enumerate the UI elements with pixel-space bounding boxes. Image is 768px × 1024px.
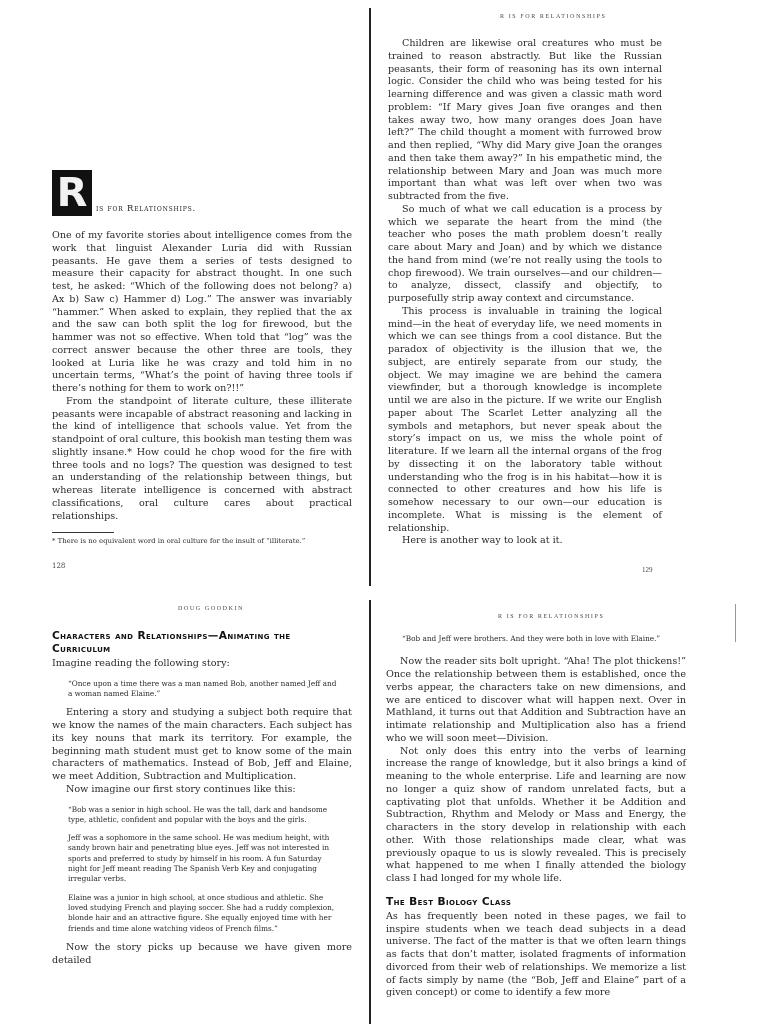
paragraph: Entering a story and studying a subject both require that we know the names of the main characters. Each subject has its key nouns that mark its territory. For example, the beginning math student must get to know some of the main characters of mathematics. Instead of Bob, Jeff and Elaine, we meet Addition, Subtraction and Multiplication. [52,707,352,783]
section-heading: The Best Biology Class [386,895,512,908]
page-number: 129 [642,566,653,574]
paragraph: From the standpoint of literate culture, these illiterate peasants were incapable of abstract reasoning and lacking in the kind of intelligence that schools value. Yet from the standpoint of oral culture, this bookish man testing them was slightly insane.* How could he chop wood for the fire with three tools and no logs? The question was designed to test an understanding of the relationship between things, but whereas literate intelligence is concerned with abstract classifications, oral culture cares about practical relationships. [52,395,352,522]
dropcap-r [52,170,92,216]
page-130 [52,630,352,1024]
block-quote: “Bob and Jeff were brothers. And they were both in love with Elaine.” [402,634,661,643]
paragraph: Now the reader sits bolt upright. “Aha! The plot thickens!” Once the relationship between them is established, once the verbs appear, the characters take on new dimensions, and we are enticed to discover what will happen next. Over in Mathland, it turns out that Addition and Subtraction have an intimate relationship and Multiplication also has a friend who we will soon meet—Division. [386,656,687,744]
paragraph: Children are likewise oral creatures who must be trained to reason abstractly. But like the Russian peasants, their form of reasoning has its own internal logic. Consider the child who was being tested for his learning difference and was given a classic math word problem: “If Mary gives Joan five oranges and then takes away two, how many oranges does Joan have left?” The child thought a moment with furrowed brow and then replied, “Why did Mary give Joan the oranges and then take them away?” In his empathetic mind, the relationship between Mary and Joan was much more important than what was left over when two was subtracted from the five. [388,38,662,202]
page-128 [52,170,352,586]
footnote-rule [52,532,114,533]
paragraph: Now the story picks up because we have given more detailed [52,941,352,966]
block-quote: “Once upon a time there was a man named Bob, another named Jeff and a woman named Elaine.” [68,678,337,699]
block-quote: Elaine was a junior in high school, at once studious and athletic. She loved studying French and playing soccer. She had a ruddy complexion, blonde hair and an attractive figure. She equally enjoyed time with her friends and time alone watching videos of French films.” [68,892,335,933]
section-heading: Characters and Relationships—Animating the Curriculum [52,630,291,655]
gutter-line-bottom [369,600,371,1024]
paragraph: Not only does this entry into the verbs of learning increase the range of knowledge, but it also brings a kind of meaning to the whole enterprise. Life and learning are now no longer a quiz show of random unrelated facts, but a captivating plot that unfolds. Whether it be Addition and Subtraction, Rhythm and Melody or Mass and Energy, the characters in the story develop in relationship with each other. With those relationships made clear, what was previously opaque to us is slowly revealed. This is precisely what happened to me when I finally attended the biology class I had longed for my whole life. [386,745,686,885]
running-head: R IS FOR RELATIONSHIPS [498,614,605,620]
page-131 [386,634,686,1024]
dropcap-block [52,170,352,232]
paragraph: As has frequently been noted in these pages, we fail to inspire students when we teach dead subjects in a dead universe. The fact of the matter is that we often learn things as facts that don’t matter, isolated fragments of information divorced from their web of relationships. We memorize a list of facts simply by name (the “Bob, Jeff and Elaine” part of a given concept) or come to identify a few more [386,910,686,999]
block-quote: Jeff was a sophomore in the same school. He was medium height, with sandy brown hair and penetrating blue eyes. Jeff was not interested in sports and preferred to study by himself in his room. A fun Saturday night for Jeff meant reading The Spanish Verb Key and conjugating irregular verbs. [68,833,330,884]
block-quote: “Bob was a senior in high school. He was the tall, dark and handsome type, athletic, confident and popular with the boys and the girls. [68,804,328,824]
paragraph: This process is invaluable in training the logical mind—in the heat of everyday life, we need moments in which we can see things from a cool distance. But the paradox of objectivity is the illusion that we, the subject, are entirely separate from our study, the object. We may imagine we are behind the camera viewfinder, but a thorough knowledge is incomplete until we are also in the picture. If we write our English paper about The Scarlet Letter analyzing all the symbols and metaphors, but never speak about the story’s impact on us, we miss the whole point of literature. If we learn all the internal organs of the frog by dissecting it on the laboratory table without understanding who the frog is in his habitat—how it is connected to other creatures and how his life is somehow necessary to our own—our education is incomplete. What is missing is the element of relationship. [388,305,662,534]
dropcap-rest-text: is for Relationships. [96,203,196,213]
footnote: * There is no equivalent word in oral culture for the insult of “illiterate.” [52,537,306,545]
paragraph: Imagine reading the following story: [52,658,230,669]
page-number: 128 [52,562,66,570]
gutter-line-top [369,8,371,586]
paragraph: Now imagine our first story continues like this: [66,783,296,795]
page-129 [388,38,662,547]
paragraph: So much of what we call education is a process by which we separate the heart from the mind (the teacher who poses the math problem doesn’t really care about Mary and Joan) and by which we distance the hand from mind (we’re not really using the tools to chop firewood). We train ourselves—and our children—to analyze, dissect, classify and objectify, to purposefully strip away context and circumstance. [388,203,662,304]
footnote-area [52,532,352,546]
running-head: DOUG GOODKIN [178,606,245,612]
paragraph: One of my favorite stories about intelligence comes from the work that linguist Alexander Luria did with Russian peasants. He gave them a series of tests designed to measure their capacity for abstract thought. In one such test, he asked: “Which of the following does not belong? a) Ax b) Saw c) Hammer d) Log.” The answer was invariably “hammer.” When asked to explain, they replied that the ax and the saw can both split the log for firewood, but the hammer was not so effective. When told that “log” was the correct answer because the other three are tools, they looked at Luria like he was crazy and told him in no uncertain terms, “What’s the point of having three tools if there’s nothing for them to work on?!!” [52,230,352,394]
running-head: R IS FOR RELATIONSHIPS [500,14,607,20]
paragraph: Here is another way to look at it. [402,535,563,547]
dropcap-letter: R [56,170,88,216]
page-edge-mark [735,604,736,642]
